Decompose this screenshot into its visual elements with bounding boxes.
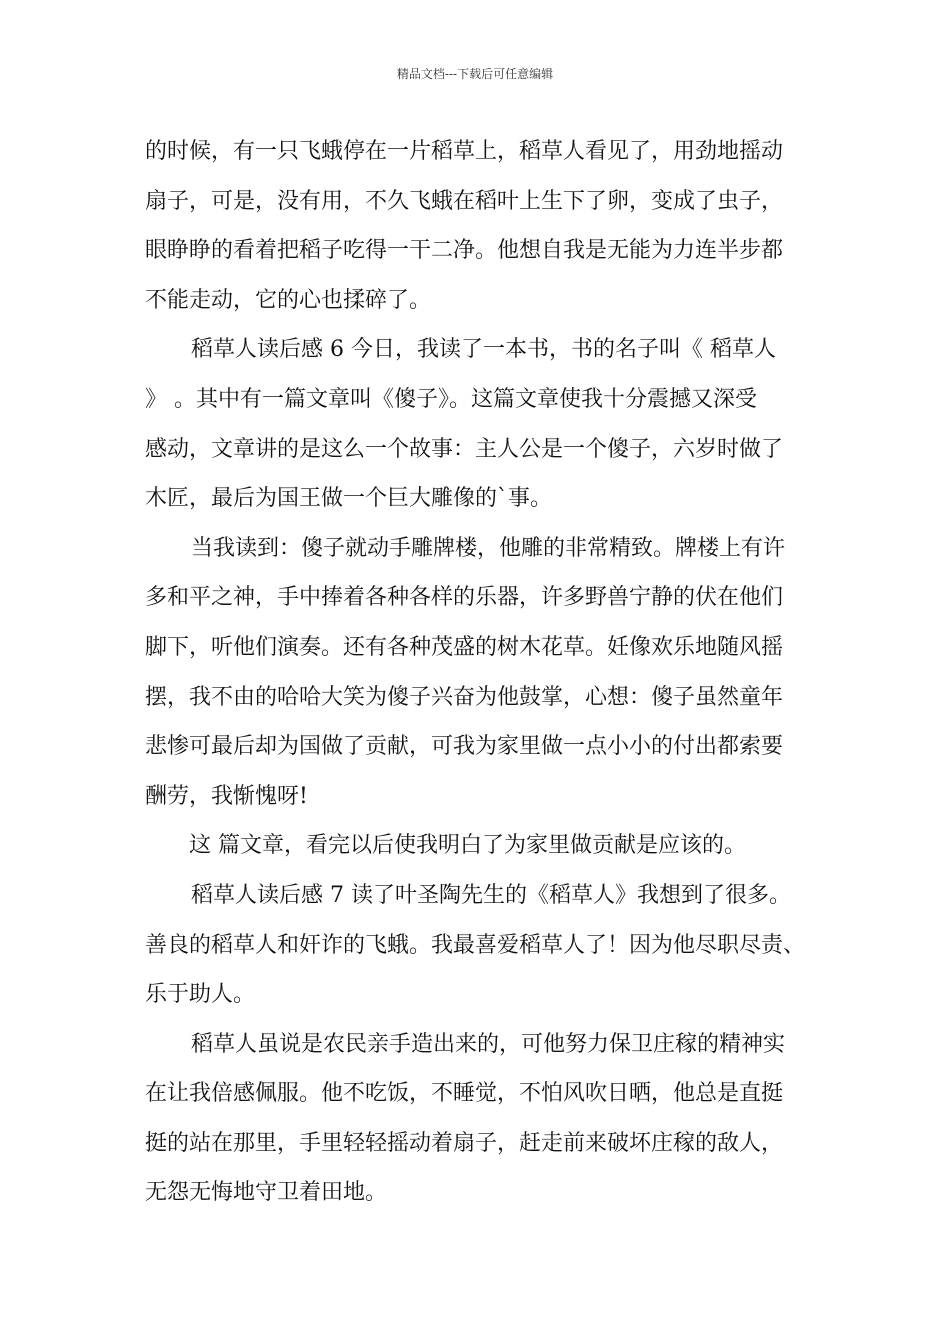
- text-line: 》 。其中有一篇文章叫《傻子》。这篇文章使我十分震撼又深受: [145, 386, 757, 412]
- text-line: 感动，文章讲的是这么一个故事：主人公是一个傻子，六岁时做了: [145, 436, 784, 462]
- paragraph-first-line: 这 篇文章，看完以后使我明白了为家里做贡献是应该的。: [189, 833, 746, 859]
- paragraph-first-line: 当我读到：傻子就动手雕牌楼，他雕的非常精致。牌楼上有许: [191, 535, 786, 561]
- text-line: 木匠，最后为国王做一个巨大雕像的`事。: [145, 486, 553, 512]
- text-line: 悲惨可最后却为国做了贡献，可我为家里做一点小小的付出都索要: [145, 734, 784, 760]
- text-line: 脚下，听他们演奏。还有各种茂盛的树木花草。妊像欢乐地随风摇: [145, 634, 784, 660]
- text-line: 无怨无悔地守卫着田地。: [145, 1180, 388, 1206]
- paragraph-first-line: 稻草人读后感 6 今日，我读了一本书，书的名子叫《 稻草人: [191, 337, 776, 363]
- document-body: [145, 127, 813, 1218]
- text-line: 酬劳，我惭愧呀!: [145, 783, 308, 809]
- text-line: 挺的站在那里，手里轻轻摇动着扇子，赶走前来破坏庄稼的敌人，: [145, 1130, 784, 1156]
- text-line: 在让我倍感佩服。他不吃饭，不睡觉，不怕风吹日晒，他总是直挺: [145, 1081, 784, 1107]
- text-line: 多和平之神，手中捧着各种各样的乐器，许多野兽宁静的伏在他们: [145, 585, 784, 611]
- text-line: 不能走动，它的心也揉碎了。: [145, 287, 432, 313]
- text-line: 扇子，可是，没有用，不久飞蛾在稻叶上生下了卵，变成了虫子，: [145, 188, 784, 214]
- text-line: 乐于助人。: [145, 982, 256, 1008]
- paragraph-first-line: 稻草人虽说是农民亲手造出来的，可他努力保卫庄稼的精神实: [191, 1031, 786, 1057]
- text-line: 的时候，有一只飞蛾停在一片稻草上，稻草人看见了，用劲地摇动: [145, 139, 784, 164]
- paragraph-first-line: 稻草人读后感 7 读了叶圣陶先生的《稻草人》我想到了很多。: [191, 882, 791, 908]
- page-header: 精品文档---下载后可任意编辑: [396, 67, 554, 81]
- text-line: 摆，我不由的哈哈大笑为傻子兴奋为他鼓掌，心想：傻子虽然童年: [145, 684, 784, 710]
- text-line: 善良的稻草人和奸诈的飞蛾。我最喜爱稻草人了！因为他尽职尽责、: [145, 932, 806, 958]
- text-line: 眼睁睁的看着把稻子吃得一干二净。他想自我是无能为力连半步都: [145, 238, 784, 264]
